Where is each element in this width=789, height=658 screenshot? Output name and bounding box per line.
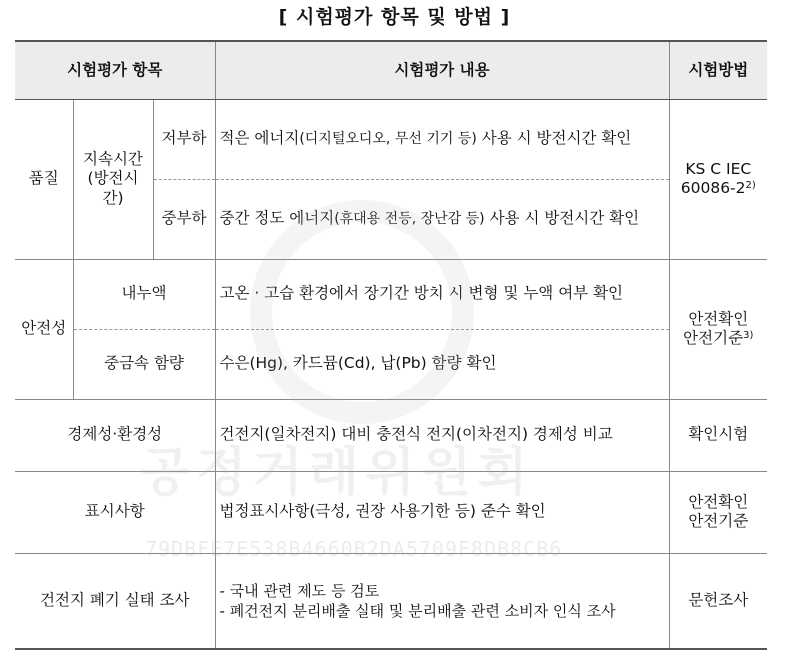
method-economy: 확인시험 <box>669 399 767 471</box>
test-evaluation-table <box>15 40 767 650</box>
method-disposal: 문헌조사 <box>669 553 767 649</box>
label-disposal: 건전지 폐기 실태 조사 <box>15 553 215 649</box>
content-leakage: 고온 · 고습 환경에서 장기간 방치 시 변형 및 누액 여부 확인 <box>215 259 669 329</box>
method-quality: KS C IEC 60086-2$^{2)}$ <box>669 99 767 259</box>
watermark-hash: 79DBFE7E538B4660B2DA5709F8DB8CB6 <box>145 537 563 561</box>
content-labeling: 법정표시사항(극성, 권장 사용기한 등) 준수 확인 <box>215 471 669 553</box>
content-heavy-metal: 수은(Hg), 카드뮴(Cd), 납(Pb) 함량 확인 <box>215 329 669 399</box>
label-labeling: 표시사항 <box>15 471 215 553</box>
label-heavy-metal: 중금속 함량 <box>73 329 215 399</box>
header-content: 시험평가 내용 <box>215 41 669 99</box>
page-title: [ 시험평가 항목 및 방법 ] <box>278 6 511 28</box>
watermark-text: 공정거래위원회 <box>140 443 534 503</box>
label-leakage: 내누액 <box>73 259 215 329</box>
label-low-load: 저부하 <box>153 99 215 179</box>
category-safety: 안전성 <box>15 259 73 399</box>
category-quality: 품질 <box>15 99 73 259</box>
disposal-bullet-2: - 폐건전지 분리배출 실태 및 분리배출 관련 소비자 인식 조사 <box>219 601 616 620</box>
header-method: 시험방법 <box>669 41 767 99</box>
content-economy: 건전지(일차전지) 대비 충전식 전지(이차전지) 경제성 비교 <box>215 399 669 471</box>
header-item: 시험평가 항목 <box>15 41 215 99</box>
label-mid-load: 중부하 <box>153 179 215 259</box>
disposal-bullet-1: - 국내 관련 제도 등 검토 <box>219 581 380 600</box>
method-safety: 안전확인 안전기준$^{3)}$ <box>669 259 767 399</box>
content-mid-load: 중간 정도 에너지(휴대용 전등, 장난감 등) 사용 시 방전시간 확인 <box>215 179 669 259</box>
content-disposal <box>215 553 669 649</box>
sub-duration: 지속시간 (방전시간) <box>73 99 153 259</box>
content-low-load: 적은 에너지(디지털오디오, 무선 기기 등) 사용 시 방전시간 확인 <box>215 99 669 179</box>
label-economy: 경제성·환경성 <box>15 399 215 471</box>
method-labeling: 안전확인 안전기준 <box>669 471 767 553</box>
